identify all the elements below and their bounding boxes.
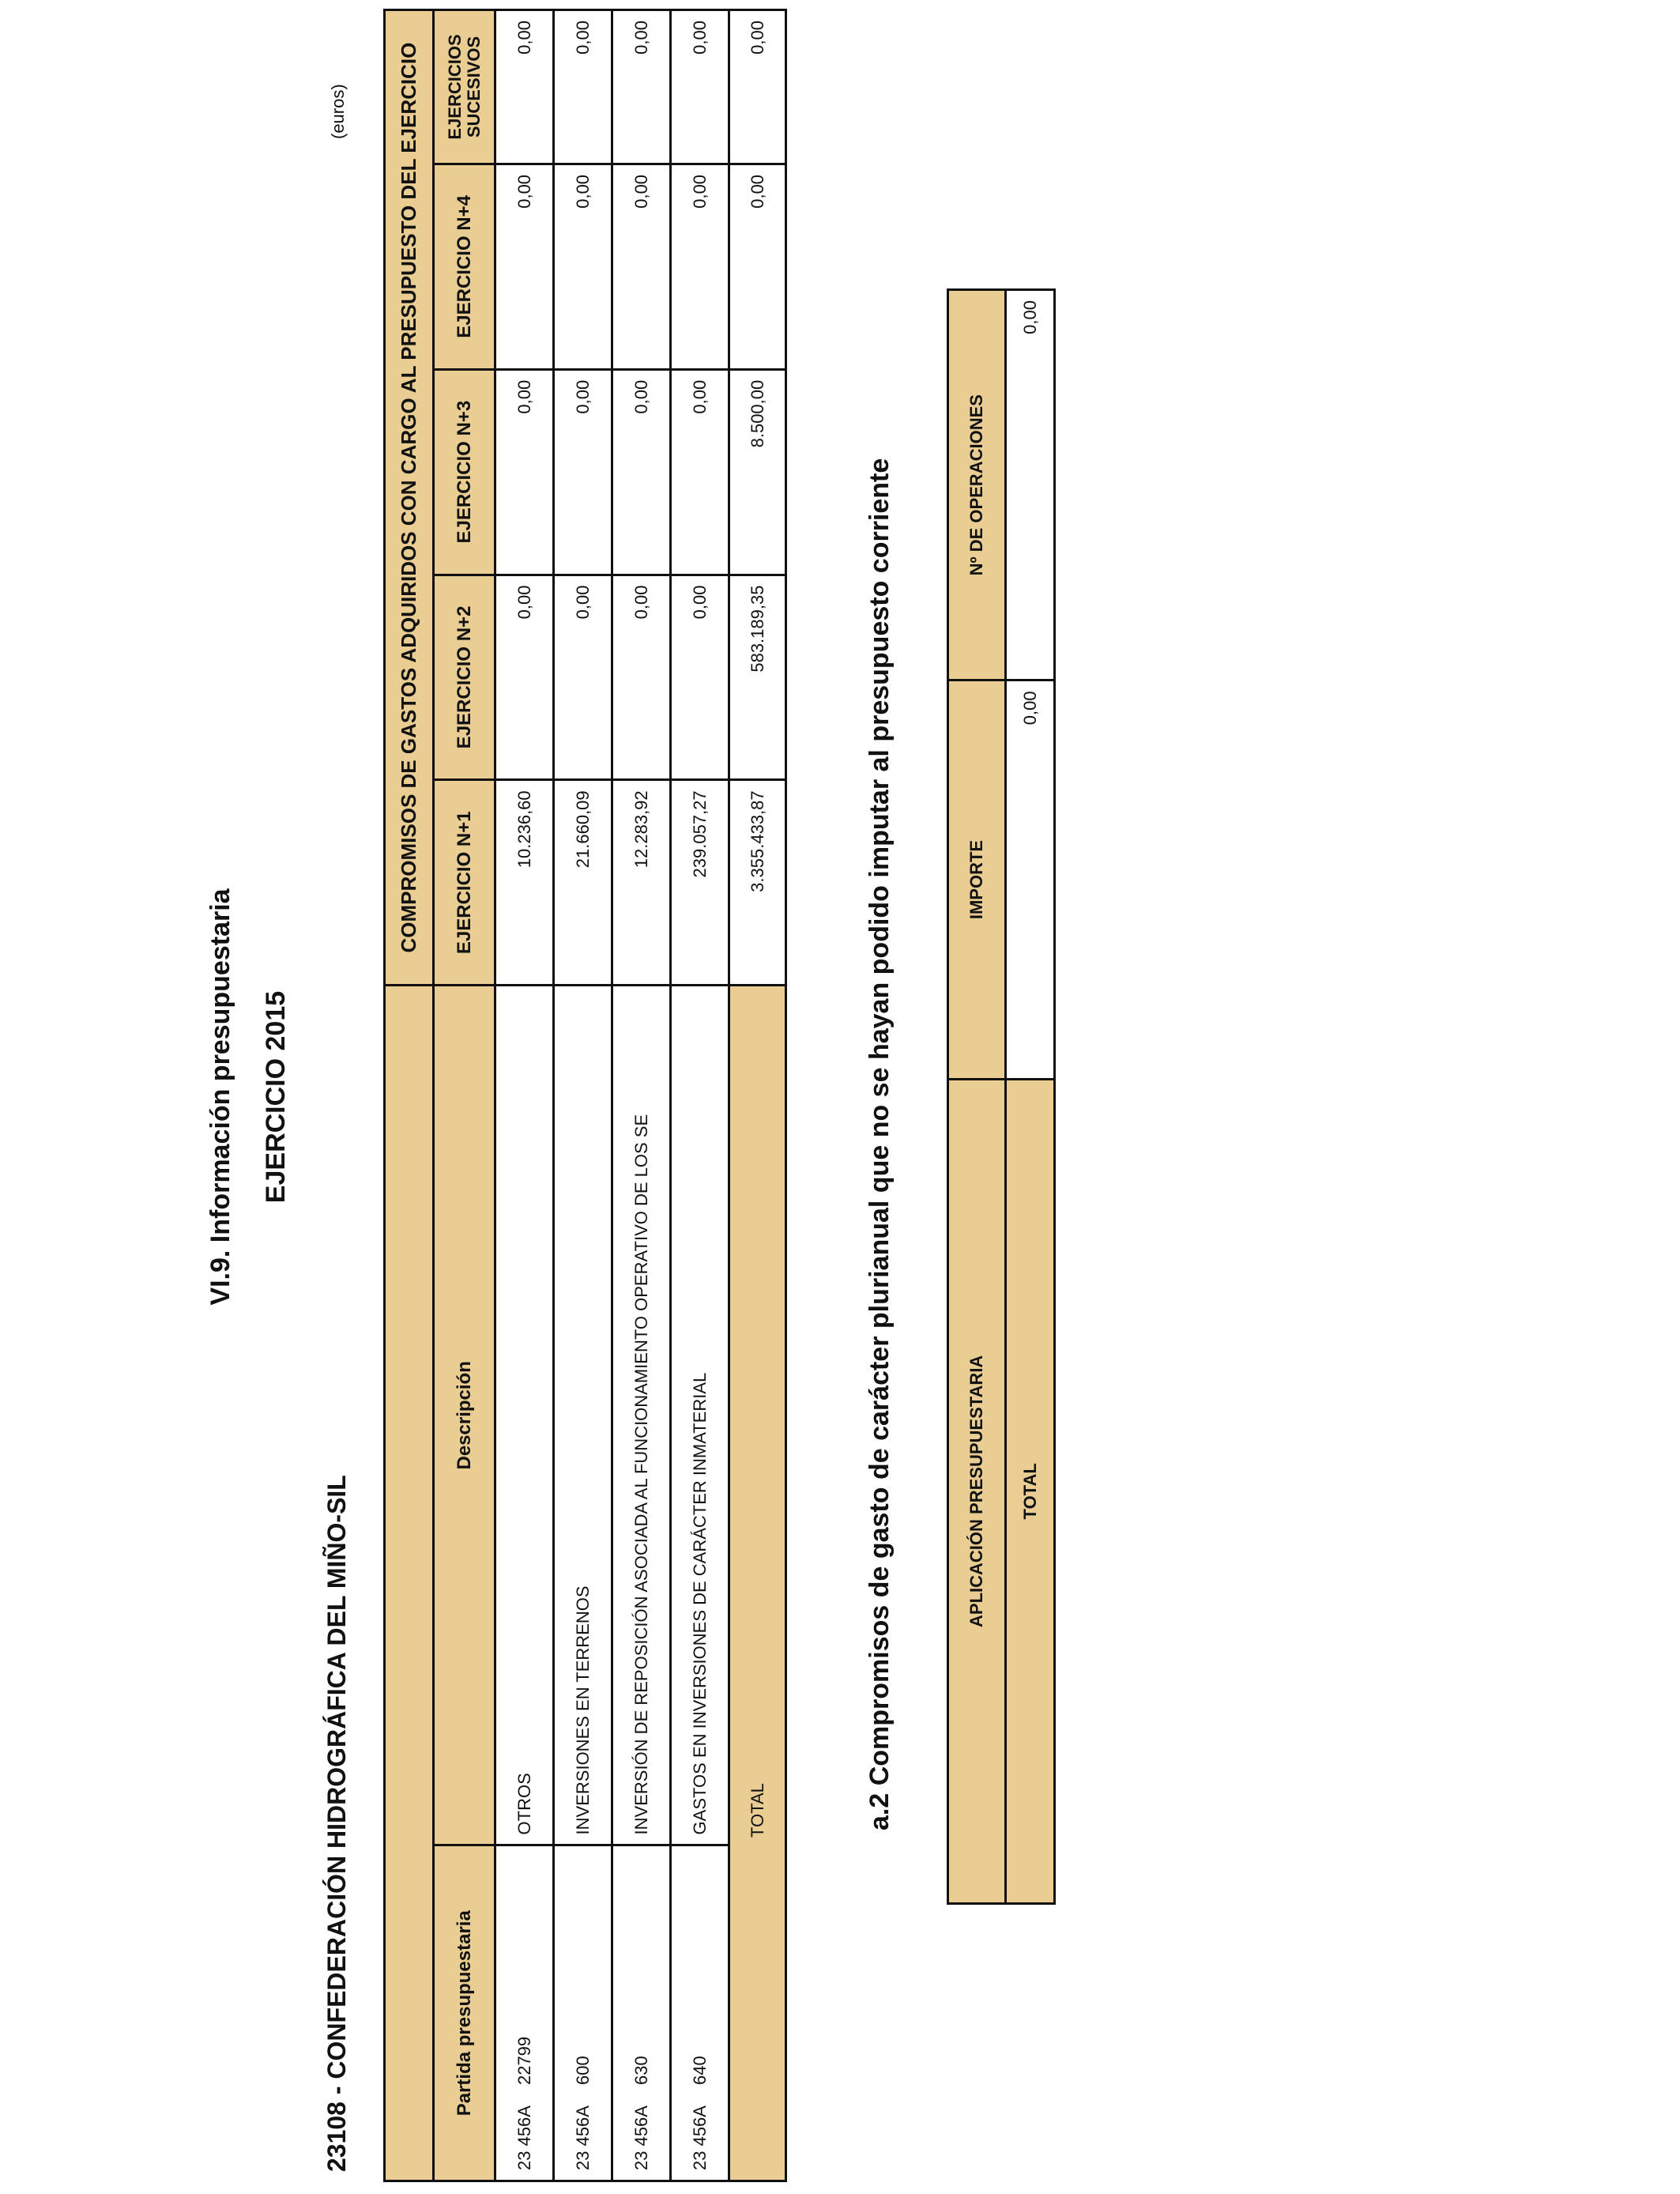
concept-code: 600 [572,2056,593,2086]
unit-label: (euros) [328,84,348,139]
table-row [612,10,671,2181]
description-cell: INVERSIONES EN TERRENOS [554,986,612,1845]
n2-cell: 0,00 [612,575,671,780]
entity-heading: 23108 - CONFEDERACIÓN HIDROGRÁFICA DEL MIÑO-SIL [322,1475,351,2172]
total-n1: 3.355.433,87 [729,780,786,986]
col-importe: IMPORTE [948,680,1006,1079]
n1-cell: 21.660,09 [554,780,612,986]
concept-code: 630 [631,2056,651,2086]
n1-cell: 10.236,60 [495,780,554,986]
total-blank [729,1845,786,2181]
n2-cell: 0,00 [671,575,729,780]
col-aplicacion: APLICACIÓN PRESUPUESTARIA [948,1079,1006,1903]
total-n2: 583.189,35 [729,575,786,780]
table-row [671,10,729,2181]
col-n3: EJERCICIO N+3 [434,369,495,575]
partida-cell [495,1845,554,2181]
a2-total-label: TOTAL [1006,1079,1055,1903]
n3-cell: 0,00 [554,369,612,575]
concept-code: 640 [689,2056,710,2086]
n3-cell: 0,00 [612,369,671,575]
n2-cell: 0,00 [554,575,612,780]
program-code: 23 456A [514,2105,534,2170]
total-n3: 8.500,00 [729,369,786,575]
n4-cell: 0,00 [612,164,671,369]
col-operaciones: Nº DE OPERACIONES [948,290,1006,680]
n4-cell: 0,00 [495,164,554,369]
n1-cell: 12.283,92 [612,780,671,986]
n4-cell: 0,00 [671,164,729,369]
group-header: COMPROMISOS DE GASTOS ADQUIRIDOS CON CARGO AL PRESUPUESTO DEL EJERCICIO [385,10,434,986]
total-sucesivos: 0,00 [729,10,786,164]
col-n2: EJERCICIO N+2 [434,575,495,780]
partida-cell [612,1845,671,2181]
n1-cell: 239.057,27 [671,780,729,986]
total-label: TOTAL [729,986,786,1845]
total-row [729,10,786,2181]
a2-total-row [1006,290,1055,1904]
partida-cell [554,1845,612,2181]
header-blank [385,986,434,2181]
total-n4: 0,00 [729,164,786,369]
description-cell: GASTOS EN INVERSIONES DE CARÁCTER INMATERIAL [671,986,729,1845]
col-partida: Partida presupuestaria [434,1845,495,2181]
sucesivos-cell: 0,00 [554,10,612,164]
page-title: VI.9. Información presupuestaria [205,888,235,1306]
n4-cell: 0,00 [554,164,612,369]
concept-code: 22799 [514,2036,534,2086]
col-sucesivos: EJERCICIOS SUCESIVOS [434,10,495,164]
sucesivos-cell: 0,00 [671,10,729,164]
a2-total-importe: 0,00 [1006,680,1055,1079]
sucesivos-cell: 0,00 [612,10,671,164]
sucesivos-cell: 0,00 [495,10,554,164]
program-code: 23 456A [631,2105,651,2170]
table-row [554,10,612,2181]
program-code: 23 456A [689,2105,710,2170]
col-n1: EJERCICIO N+1 [434,780,495,986]
description-cell: INVERSIÓN DE REPOSICIÓN ASOCIADA AL FUNCIONAMIENTO OPERATIVO DE LOS SE [612,986,671,1845]
table-row [495,10,554,2181]
a2-total-operaciones: 0,00 [1006,290,1055,680]
a2-table [947,288,1056,1905]
commitments-table [383,9,787,2182]
n2-cell: 0,00 [495,575,554,780]
description-cell: OTROS [495,986,554,1845]
col-descripcion: Descripción [434,986,495,1845]
section-a2-title: a.2 Compromisos de gasto de carácter plurianual que no se hayan podido imputar al presupuesto corriente [864,458,895,1830]
col-n4: EJERCICIO N+4 [434,164,495,369]
n3-cell: 0,00 [671,369,729,575]
exercise-heading: EJERCICIO 2015 [261,990,291,1204]
n3-cell: 0,00 [495,369,554,575]
program-code: 23 456A [572,2105,593,2170]
partida-cell [671,1845,729,2181]
